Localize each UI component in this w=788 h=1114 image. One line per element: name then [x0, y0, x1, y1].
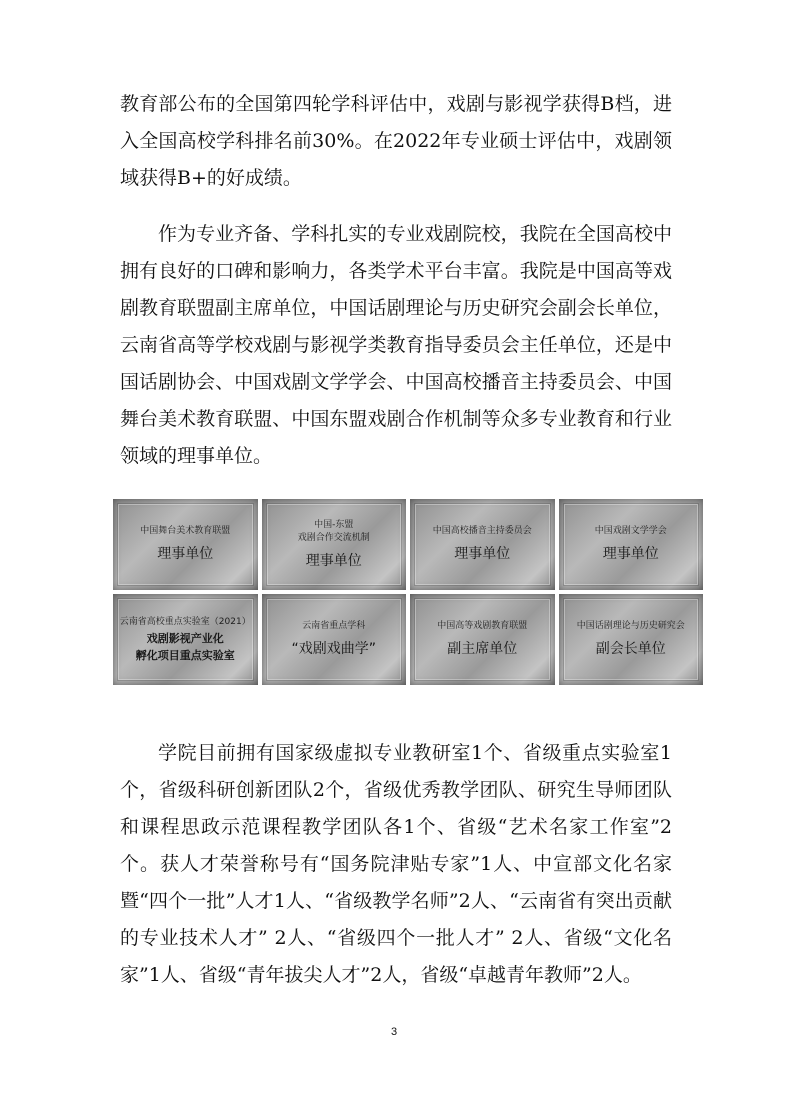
paragraph-discipline-evaluation: 教育部公布的全国第四轮学科评估中，戏剧与影视学获得B档，进入全国高校学科排名前30%。在2022年专业硕士评估中，戏剧领域获得B+的好成绩。: [120, 93, 672, 189]
plaque-drama-history-society: [559, 594, 704, 685]
plaque-title: 理事单位: [305, 552, 362, 569]
plaque-stage-art-alliance: [113, 499, 258, 590]
plaque-org-name: 中国话剧理论与历史研究会: [576, 621, 685, 631]
plaque-org-name: 中国-东盟: [314, 519, 354, 530]
plaque-org-name: 中国高等戏剧教育联盟: [437, 621, 528, 631]
plaque-org-name: 戏剧合作交流机制: [297, 532, 370, 543]
paragraph-teams-and-talents: 学院目前拥有国家级虚拟专业教研室1个、省级重点实验室1个，省级科研创新团队2个，省级优秀教学团队、研究生导师团队和课程思政示范课程教学团队各1个、省级“艺术名家工作室”2个。获人才荣誉称号有“国务院津贴专家”1人、中宣部文化名家暨“四个一批”人才1人、“省级教学名师”2人、“云南省有突出贡献的专业技术人才” 2人、“省级四个一批人才” 2人、省级“文化名家”1人、省级“青年拔尖人才”2人，省级“卓越青年教师”2人。: [120, 742, 672, 986]
plaque-title: 理事单位: [602, 546, 659, 562]
plaque-org-name: 云南省重点学科: [302, 621, 366, 631]
plaque-title: 理事单位: [157, 546, 214, 562]
plaque-org-name: 中国高校播音主持委员会: [432, 526, 532, 536]
plaque-title: 副会长单位: [595, 641, 666, 657]
plaque-title: 戏剧影视产业化: [146, 632, 224, 645]
plaque-key-laboratory: [113, 594, 258, 685]
plaque-drama-education-alliance: [410, 594, 555, 685]
paragraph-academic-platforms: 作为专业齐备、学科扎实的专业戏剧院校，我院在全国高校中拥有良好的口碑和影响力，各类学术平台丰富。我院是中国高等戏剧教育联盟副主席单位，中国话剧理论与历史研究会副会长单位，云南省高等学校戏剧与影视学类教育指导委员会主任单位，还是中国话剧协会、中国戏剧文学学会、中国高校播音主持委员会、中国舞台美术教育联盟、中国东盟戏剧合作机制等众多专业教育和行业领域的理事单位。: [120, 223, 672, 467]
plaque-title-line-2: 孵化项目重点实验室: [135, 649, 235, 662]
plaque-org-name: 中国舞台美术教育联盟: [140, 526, 231, 536]
plaque-title: 副主席单位: [447, 641, 518, 657]
plaque-key-discipline: [262, 594, 407, 685]
page-number: 3: [390, 1026, 398, 1038]
plaque-broadcasting-committee: [410, 499, 555, 590]
plaque-drama-literature-society: [559, 499, 704, 590]
plaque-org-name: 中国戏剧文学学会: [594, 526, 667, 536]
plaque-photo-strip: [113, 499, 703, 685]
plaque-china-asean-drama: [262, 499, 407, 590]
plaque-title: 理事单位: [454, 546, 511, 562]
plaque-title: “戏剧戏曲学”: [291, 641, 376, 657]
plaque-org-name: 云南省高校重点实验室（2021）: [119, 617, 251, 627]
